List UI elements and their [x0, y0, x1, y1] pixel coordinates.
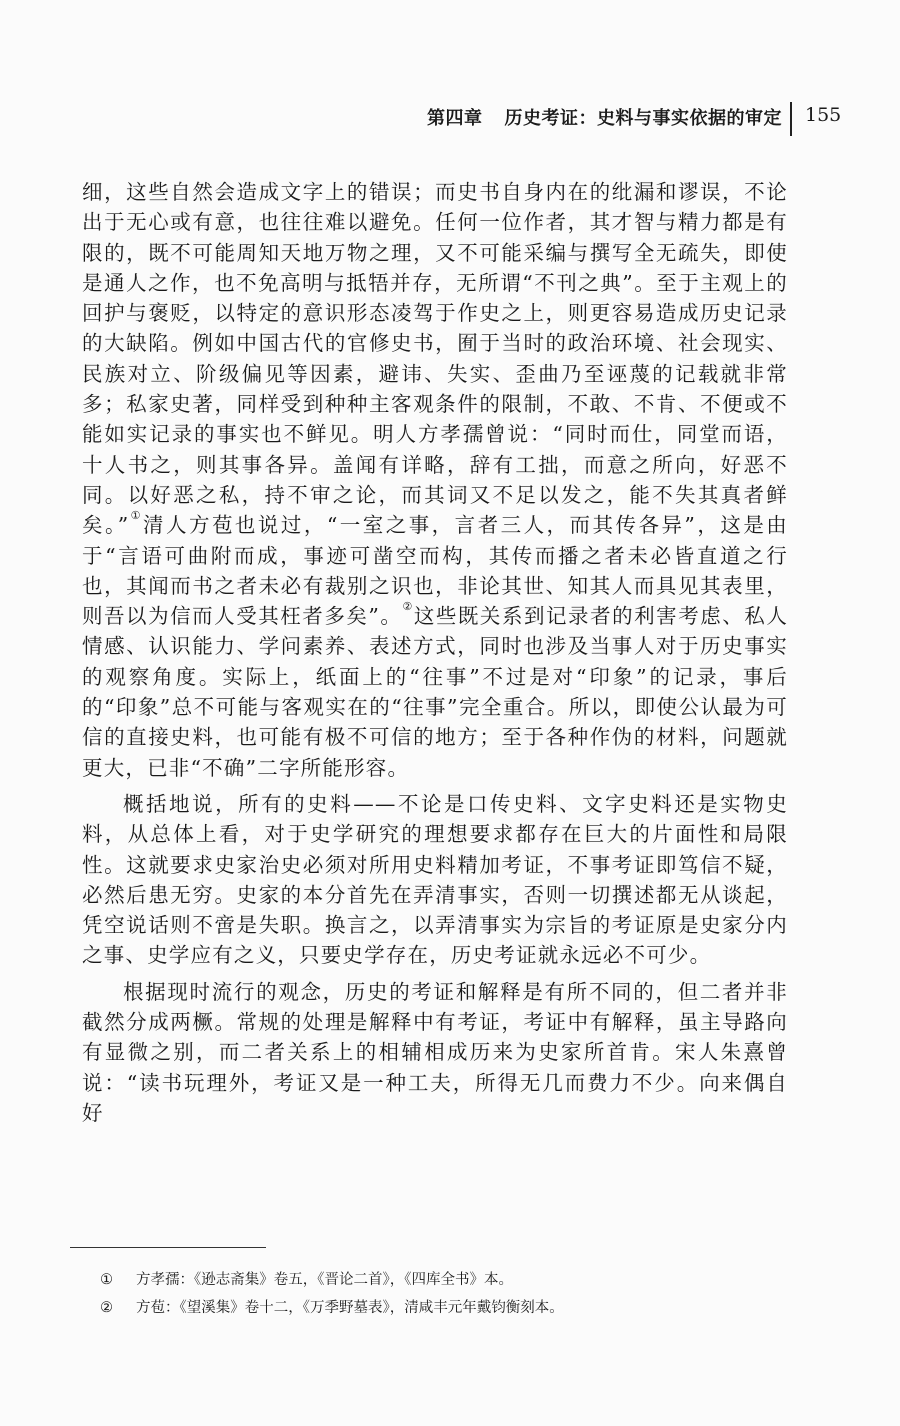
footnotes	[100, 1266, 800, 1322]
footnote-2	[100, 1294, 800, 1322]
footnote-ref-2[interactable]: ②	[402, 600, 414, 614]
page-number: 155	[805, 104, 842, 126]
footnote-separator	[70, 1247, 266, 1248]
chapter-heading	[427, 104, 782, 130]
footnote-text: 方苞：《望溪集》卷十二，《万季野墓表》，清咸丰元年戴钧衡刻本。	[136, 1300, 564, 1316]
footnote-text: 方孝孺：《逊志斋集》卷五，《晋论二首》，《四库全书》本。	[136, 1272, 513, 1288]
footnote-ref-1[interactable]: ①	[129, 509, 144, 523]
footnote-1	[100, 1266, 800, 1294]
paragraph-2: 概括地说，所有的史料——不论是口传史料、文字史料还是实物史料，从总体上看，对于史学研究的理想要求都存在巨大的片面性和局限性。这就要求史家治史必须对所用史料精加考证，不事考证即笃信不疑，必然后患无穷。史家的本分首先在弄清事实，否则一切撰述都无从谈起，凭空说话则不啻是失职。换言之，以弄清事实为宗旨的考证原是史家分内之事、史学应有之义，只要史学存在，历史考证就永远必不可少。	[82, 791, 788, 968]
chapter-number: 第四章	[427, 108, 483, 129]
running-header	[0, 102, 900, 142]
paragraph-3: 根据现时流行的观念，历史的考证和解释是有所不同的，但二者并非截然分成两橛。常规的处理是解释中有考证，考证中有解释，虽主导路向有显微之别，而二者关系上的相辅相成历来为史家所首肯。宋人朱熹曾说：“读书玩理外，考证又是一种工夫，所得无几而费力不少。向来偶自好	[82, 979, 788, 1125]
paragraph-1: 细，这些自然会造成文字上的错误；而史书自身内在的纰漏和谬误，不论出于无心或有意，也往往难以避免。任何一位作者，其才智与精力都是有限的，既不可能周知天地万物之理，又不可能采编与撰写全无疏失，即使是通人之作，也不免高明与抵牾并存，无所谓“不刊之典”。至于主观上的回护与褒贬，以特定的意识形态凌驾于作史之上，则更容易造成历史记录的大缺陷。例如中国古代的官修史书，囿于当时的政治环境、社会现实、民族对立、阶级偏见等因素，避讳、失实、歪曲乃至诬蔑的记载就非常多；私家史著，同样受到种种主客观条件的限制，不敢、不肯、不便或不能如实记录的事实也不鲜见。明人方孝孺曾说：“同时而仕，同堂而语，十人书之，则其事各异。盖闻有详略，辞有工拙，而意之所向，好恶不同。以好恶之私，持不审之论，而其词又不足以发之，能不失其真者鲜矣。”①清人方苞也说过，“一室之事，言者三人，而其传各异”，这是由于“言语可曲附而成，事迹可凿空而构，其传而播之者未必皆直道之行也，其闻而书之者未必有裁别之识也，非论其世、知其人而具见其表里，则吾以为信而人受其枉者多矣”。②这些既关系到记录者的利害考虑、私人情感、认识能力、学问素养、表述方式，同时也涉及当事人对于历史事实的观察角度。实际上，纸面上的“往事”不过是对“印象”的记录，事后的“印象”总不可能与客观实在的“往事”完全重合。所以，即使公认最为可信的直接史料，也可能有极不可信的地方；至于各种作伪的材料，问题就更大，已非“不确”二字所能形容。	[82, 180, 789, 780]
header-divider	[790, 102, 792, 136]
chapter-title: 历史考证：史料与事实依据的审定	[504, 108, 782, 129]
footnote-mark: ①	[100, 1272, 113, 1288]
body-text	[82, 177, 788, 1128]
footnote-mark: ②	[100, 1300, 113, 1316]
